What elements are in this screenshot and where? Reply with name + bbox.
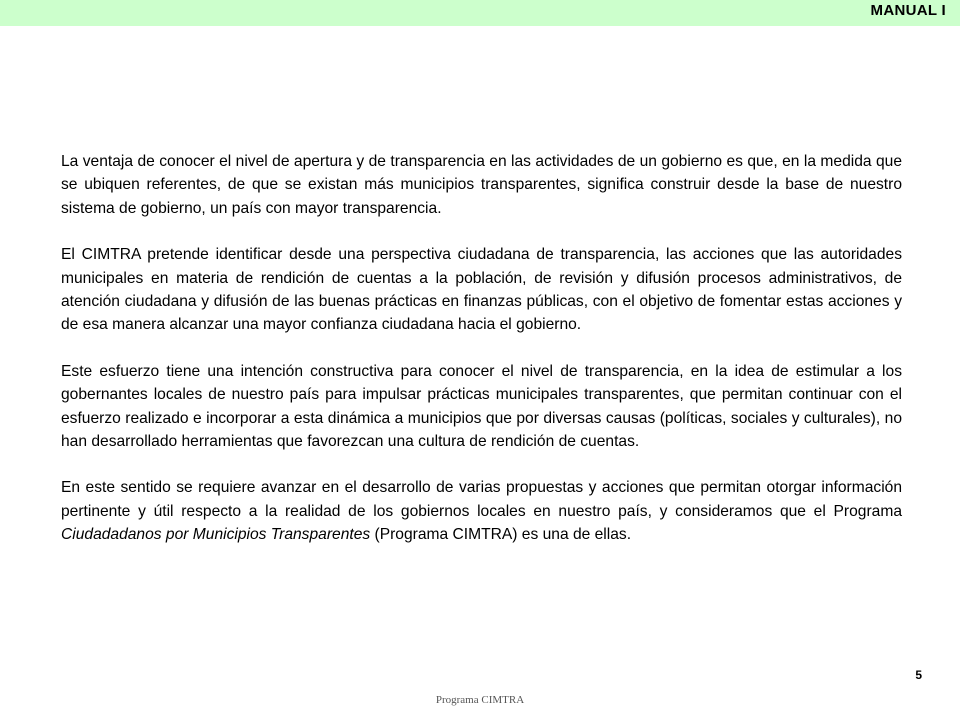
footer-text: Programa CIMTRA <box>435 694 525 706</box>
paragraph-4 <box>61 476 902 546</box>
paragraph-1: La ventaja de conocer el nivel de apertura y de transparencia en las actividades de un gobierno es que, en la medida que se ubiquen referentes, de que se existan más municipios transparentes, significa construir desde la base de nuestro sistema de gobierno, un país con mayor transparencia. <box>61 153 902 217</box>
paragraph-2: El CIMTRA pretende identificar desde una perspectiva ciudadana de transparencia, las acciones que las autoridades municipales en materia de rendición de cuentas a la población, de revisión y difusión procesos administrativos, de atención ciudadana y difusión de las buenas prácticas en finanzas públicas, con el objetivo de fomentar estas acciones y de esa manera alcanzar una mayor confianza ciudadana hacia el gobierno. <box>61 246 902 334</box>
document-body <box>61 150 902 570</box>
program-name-italic: Ciudadadanos por Municipios Transparentes <box>61 526 371 544</box>
paragraph-4-text-before: En este sentido se requiere avanzar en el desarrollo de varias propuestas y acciones que permitan otorgar información pertinente y útil respecto a la realidad de los gobiernos locales en nuestro país, y consideramos que el Programa <box>61 479 902 520</box>
header-title: MANUAL I <box>870 2 946 19</box>
paragraph-3: Este esfuerzo tiene una intención constructiva para conocer el nivel de transparencia, en la idea de estimular a los gobernantes locales de nuestro país para impulsar prácticas municipales transparentes, que permitan continuar con el esfuerzo realizado e incorporar a esta dinámica a municipios que por diversas causas (políticas, sociales y culturales), no han desarrollado herramientas que favorezcan una cultura de rendición de cuentas. <box>61 362 902 451</box>
paragraph-4-text-after: (Programa CIMTRA) es una de ellas. <box>370 526 632 544</box>
page-number: 5 <box>915 668 922 682</box>
header-bar <box>0 0 960 26</box>
